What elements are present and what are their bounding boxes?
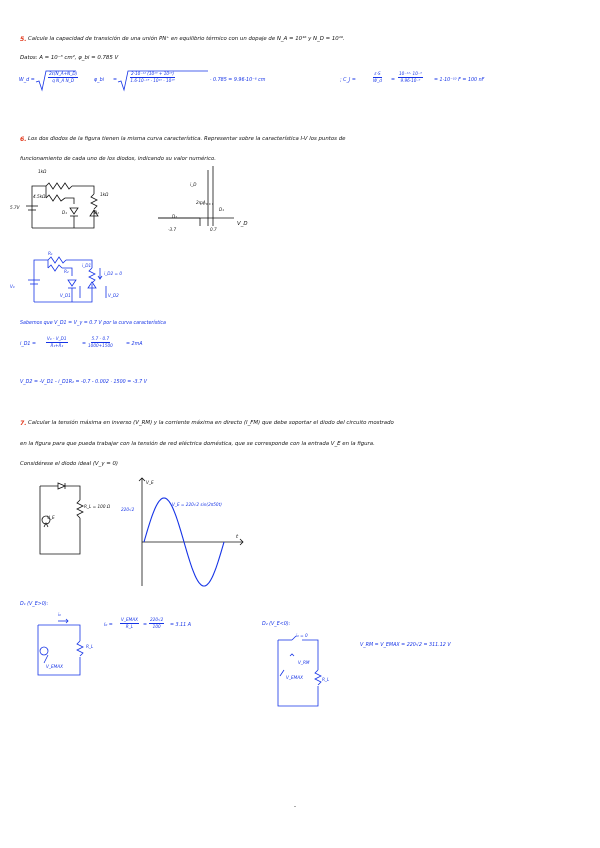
current-label: i_D1	[82, 263, 92, 268]
fraction-denominator: R₁+R₂	[50, 343, 64, 349]
formula-label: V_E = 220√2 sin(2π50t)	[172, 502, 222, 507]
equals-sign: =	[82, 342, 87, 347]
formula-result: = 2mA	[126, 342, 143, 347]
formula-fraction	[88, 337, 113, 348]
page-footer-mark: -	[294, 804, 296, 810]
resistor-label: R_L	[86, 644, 94, 649]
tick-label: -3.7	[168, 227, 177, 232]
axis-label: t	[236, 534, 239, 540]
tick-label: 0.7	[210, 227, 217, 232]
sine-wave	[138, 478, 248, 588]
formula-fraction	[149, 618, 164, 629]
fraction-denominator: q N_A N_D	[52, 78, 75, 84]
solution-result: V_RM = V_EMAX = 220√2 = 311.12 V	[360, 643, 451, 648]
axis-label: i_D	[190, 182, 197, 187]
resistor-label: 4.5kΩ	[33, 194, 46, 199]
formula-result: = 1·10⁻¹⁰ F = 100 nF	[434, 78, 485, 83]
problem-statement: Considérese el diodo ideal (V_γ = 0)	[20, 461, 118, 467]
formula-fraction	[398, 72, 423, 83]
diode-label: D₁	[62, 210, 67, 215]
problem-statement: Calcule la capacidad de transición de una unión PN⁺ en equilibrio térmico con un dopaje de N_A = 10¹⁶ y N_D = 10¹⁹.	[28, 36, 345, 42]
fraction-numerator: 5.7 - 0.7	[91, 337, 111, 343]
resistor-label: R_L = 100 Ω	[84, 504, 111, 509]
fraction-numerator: 2ε(N_A+N_D)	[48, 72, 78, 78]
source-label: 5.7V	[10, 205, 20, 210]
fraction-denominator: 1000+1500	[88, 343, 113, 349]
fraction-numerator: V_EMAX	[120, 618, 139, 624]
equals-sign: =	[113, 78, 118, 83]
case-header: D₂ (V_E<0):	[262, 622, 291, 627]
current-label: i₀	[58, 612, 61, 617]
fraction-numerator: V₀ - V_D1	[46, 337, 68, 343]
formula-label: i₀ =	[104, 623, 113, 628]
fraction-denominator: W_d	[373, 78, 382, 84]
resistor-label: R_L	[322, 677, 330, 682]
circuit-wires	[34, 617, 94, 687]
current-label: 2mA	[196, 200, 206, 205]
problem-number: 7.	[20, 420, 27, 427]
source-label: V_EMAX	[46, 664, 63, 669]
current-label: i₀ = 0	[296, 633, 308, 638]
diode-label: D₂	[94, 210, 99, 215]
case-header: D₁ (V_E>0):	[20, 602, 49, 607]
diode-label: D₂	[172, 214, 177, 219]
formula-label: W_d =	[19, 78, 35, 83]
formula-label: ; C_J =	[340, 78, 356, 83]
fraction-denominator: 9.96·10⁻⁶	[400, 78, 421, 84]
problem-statement: Los dos diodos de la figura tienen la misma curva característica. Representar sobre la característica I-V los puntos de	[28, 136, 346, 142]
voltage-label: V_D2	[108, 293, 119, 298]
axis-label: V_D	[237, 221, 248, 227]
resistor-label: 1kΩ	[38, 169, 47, 174]
circuit-wires	[36, 480, 96, 560]
formula-fraction	[120, 618, 139, 629]
source-label: V_EMAX	[286, 675, 303, 680]
source-label: V_E	[47, 515, 55, 520]
solution-statement: Sabemos que V_D1 = V_γ = 0.7 V por la curva característica	[20, 321, 166, 326]
voltage-label: V_RM	[298, 660, 310, 665]
fraction-numerator: 2·10⁻¹² (10¹⁶ + 10¹⁹)	[130, 72, 175, 78]
problem-statement: en la figura para que pueda trabajar con la tensión de red eléctrica doméstica, que se corresponde con la entrada V_E en la figura.	[20, 441, 375, 447]
problem-statement: funcionamiento de cada uno de los diodos, indicando su valor numérico.	[20, 156, 216, 162]
peak-label: 220√2	[121, 507, 135, 512]
fraction-denominator: 100	[152, 624, 161, 630]
resistor-label: 1kΩ	[100, 192, 109, 197]
problem-number: 5.	[20, 36, 27, 43]
voltage-label: V_D1	[60, 293, 71, 298]
formula-result: · 0.785 = 9.96·10⁻⁶ cm	[210, 78, 266, 83]
equals-sign: =	[391, 78, 396, 83]
formula-fraction	[46, 337, 68, 348]
resistor-label: R₂	[64, 269, 69, 274]
given-data: Datos: A = 10⁻³ cm², φ_bi = 0.785 V	[20, 55, 119, 61]
formula-result: = 3.11 A	[170, 623, 192, 628]
formula-fraction	[130, 72, 175, 83]
current-label: i_D2 = 0	[104, 271, 122, 276]
diode-label: D₁	[219, 207, 224, 212]
fraction-denominator: 1.6·10⁻¹⁹ · 10¹⁶ · 10¹⁹	[130, 78, 175, 84]
fraction-numerator: 10⁻¹²· 10⁻³	[398, 72, 423, 78]
solution-result: V_D2 = -V_D1 - i_D1R₂ = -0.7 - 0.002 · 1500 = -3.7 V	[20, 380, 147, 385]
fraction-numerator: 220√2	[149, 618, 164, 624]
formula-fraction	[48, 72, 78, 83]
fraction-numerator: ε·S	[373, 72, 381, 78]
problem-statement: Calcular la tensión máxima en inverso (V_RM) y la corriente máxima en directo (I_FM) que debe soportar el diodo del circuito mostrado	[28, 420, 394, 426]
problem-number: 6.	[20, 136, 27, 143]
equals-sign: =	[143, 623, 148, 628]
phi-symbol: φ_bi	[94, 78, 104, 83]
source-label: V₀	[10, 284, 15, 289]
circuit-wires	[22, 250, 117, 310]
resistor-label: R₁	[48, 251, 53, 256]
fraction-denominator: R_L	[125, 624, 134, 630]
axis-label: V_E	[146, 480, 154, 485]
circuit-wires	[272, 630, 332, 710]
formula-fraction	[373, 72, 382, 83]
formula-label: i_D1 =	[20, 342, 37, 347]
